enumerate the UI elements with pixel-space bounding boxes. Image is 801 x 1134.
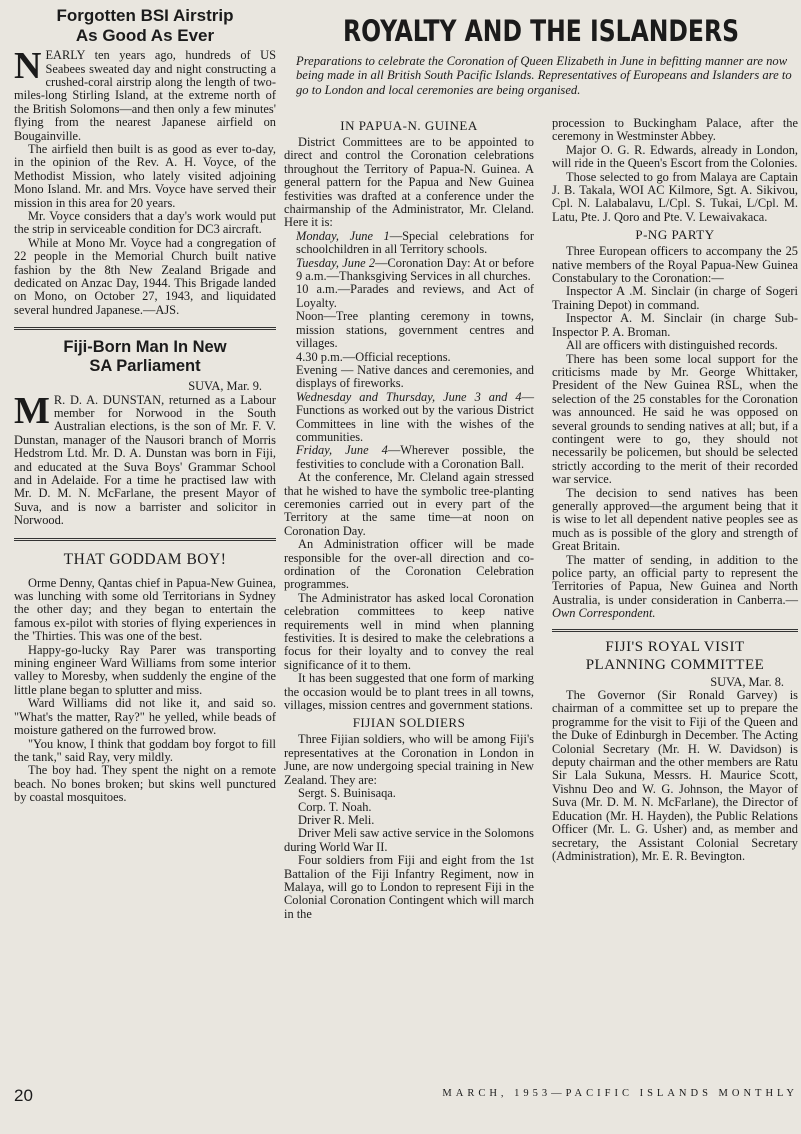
day-label: Wednesday and Thursday, June 3 and 4	[296, 389, 522, 404]
name-item: Sergt. S. Buinisaqa.	[298, 786, 396, 801]
subhead-fijian-soldiers: FIJIAN SOLDIERS	[352, 715, 466, 731]
right-column	[552, 117, 798, 863]
paragraph: The Administrator has asked local Coronation celebration committees to keep native requirements well in mind when planning festivities. It is desired to make the celebrations a focus for their loyalty and to convey the real significance of it to them.	[284, 590, 534, 672]
subhead-png-party: P-NG PARTY	[635, 227, 715, 243]
day-text: —Wherever possible, the festivities to conclude with a Coronation Ball.	[296, 443, 534, 471]
paragraph: The airfield then built is as good as ever to-day, in the opinion of the Rev. A. H. Voyce, of the Methodist Mission, who lately visited adjoining Mono Island. Mr. and Mrs. Voyce have served their mission in this area for 20 years.	[14, 141, 276, 210]
divider	[14, 327, 276, 330]
headline-airstrip-1: Forgotten BSI Airstrip	[56, 6, 234, 25]
schedule-item: 4.30 p.m.—Official receptions.	[296, 349, 451, 364]
paragraph: Major O. G. R. Edwards, already in London, will ride in the Queen's Escort from the Colonies.	[552, 142, 798, 171]
headline-goddam-boy: THAT GODDAM BOY!	[63, 550, 227, 568]
paragraph: procession to Buckingham Palace, after the ceremony in Westminster Abbey.	[552, 116, 798, 144]
paragraph: While at Mono Mr. Voyce had a congregation of 22 people in the Memorial Church built native fashion by the 8th New Zealand Brigade and dedicated on Anzac Day, 1944. This Brigade landed on Mono, on October 27, 1943, and liquidated several hundred Japanese.—AJS.	[14, 235, 276, 317]
paragraph: The decision to send natives has been generally approved—the argument being that it is wise to let all dependent native peoples see as much as is possible of the glory and strength of Great Britain.	[552, 485, 798, 554]
article-royal-visit	[552, 638, 798, 864]
drop-cap: M	[14, 389, 50, 432]
schedule-item: Noon—Tree planting ceremony in towns, mission stations, government centres and villages.	[296, 309, 534, 351]
paragraph: Mr. Voyce considers that a day's work would put the strip in serviceable condition for DC3 aircraft.	[14, 208, 276, 237]
paragraph: R. D. A. DUNSTAN, returned as a Labour member for Norwood in the South Australian elections, is the son of Mr. F. V. Dunstan, manager of the Nausori branch of Morris Hedstrom Ltd. Mr. D. A. Dunstan was born in Fiji, and educated at the Suva Boys' Grammar School and in Adelaide. For a time he practised law with Mr. D. M. N. McFarlane, the present Mayor of Suva, and is now a barrister and solicitor in Norwood.	[14, 392, 276, 528]
article-goddam-boy	[14, 551, 276, 805]
day-label: Tuesday, June 2	[296, 255, 376, 270]
paragraph: It has been suggested that one form of marking the occasion would be to plant trees in all towns, villages, mission centres and government stations.	[284, 671, 534, 713]
article-fiji-born	[14, 338, 276, 527]
day-label: Friday, June 4	[296, 443, 388, 458]
paragraph: The Governor (Sir Ronald Garvey) is chairman of a committee set up to prepare the programme for the visit to Fiji of the Queen and the Duke of Edinburgh in December. The Acting Colonial Secretary (Mr. H. W. Davidson) is deputy chairman and the other members are Ratu Sir Lala Sukuna, Messrs. H. Maurice Scott, Vishnu Deo and W. G. Johnson, the Mayor of Suva (Mr. D. M. N. McFarlane), the Director of Education (Mr. H. Hayden), the Public Relations Officer (Mr. L. G. Usher) and, as member and secretary, the Assistant Colonial Secretary (Administration), Mr. E. R. Bevington.	[552, 688, 798, 863]
paragraph: Four soldiers from Fiji and eight from the 1st Battalion of the Fiji Infantry Regiment, now in Malaya, will go to London to represent Fiji in the Colonial Coronation Contingent which will march in the	[284, 853, 534, 921]
day-text: —Coronation Day: At or before 9 a.m.—Thanksgiving Services in all churches.	[296, 255, 534, 284]
main-headline: ROYALTY AND THE ISLANDERS	[343, 14, 739, 48]
paragraph: Three Fijian soldiers, who will be among Fiji's representatives at the Coronation in London in June, are now undergoing special training in New Zealand. They are:	[284, 732, 534, 787]
main-article-header	[284, 14, 798, 97]
paragraph: Happy-go-lucky Ray Parer was transporting mining engineer Ward Williams from some interior valley to Moresby, when suddenly the engine of the little plane began to splutter and miss.	[14, 642, 276, 697]
paragraph: Driver Meli saw active service in the Solomons during World War II.	[284, 826, 534, 854]
standfirst: Preparations to celebrate the Coronation of Queen Elizabeth in June in befitting manner are now being made in all British South Pacific Islands. Representatives of Europeans and Islanders are to go to London and local ceremonies are being organised.	[296, 54, 792, 97]
headline-royal-visit-1: FIJI'S ROYAL VISIT	[605, 638, 745, 655]
paragraph: At the conference, Mr. Cleland again stressed that he wished to have the symbolic tree-planting ceremonies carried out in every part of the Territory at the same time—at noon on Coronation Day.	[284, 470, 534, 538]
subhead-papua: IN PAPUA-N. GUINEA	[340, 118, 478, 133]
divider	[552, 629, 798, 632]
paragraph: Orme Denny, Qantas chief in Papua-New Guinea, was lunching with some old Territorians in Sydney the other day; and they began to entertain the famous ex-pilot with stories of flying experiences in the 'Thirties. This was one of the best.	[14, 575, 276, 644]
paragraph: EARLY ten years ago, hundreds of US Seabees sweated day and night constructing a crushed-coral airstrip along the length of two-miles-long Stirling Island, at the extreme north of the British Solomons—and then only a few minutes' flying from the nearest Japanese airfield on Bougainville.	[14, 48, 276, 143]
paragraph: There has been some local support for the criticisms made by Mr. George Whittaker, President of the New Guinea RSL, when the selection of the 25 constables for the Coronation was announced. He said he was opposed on several grounds to sending natives at all; but, if a contingent were to go, they should not necessarily be policemen, but should be selected strictly according to the merit of their recorded war service.	[552, 351, 798, 487]
name-item: Driver R. Meli.	[298, 812, 375, 827]
byline: Own Correspondent.	[552, 606, 656, 621]
middle-column	[284, 115, 534, 921]
dateline: SUVA, Mar. 8.	[710, 674, 784, 689]
paragraph: Three European officers to accompany the 25 native members of the Royal Papua-New Guinea Constabulary to the Coronation:—	[552, 244, 798, 286]
paragraph: Ward Williams did not like it, and said so. "What's the matter, Ray?" he yelled, while beads of moisture gathered on the furrowed brow.	[14, 696, 276, 738]
paragraph: District Committees are to be appointed to direct and control the Coronation celebrations throughout the Territory of Papua-N. Guinea. A general pattern for the Papua and New Guinea festivities was drafted at a conference under the chairmanship of the Administrator, Mr. Cleland. Here it is:	[284, 135, 534, 230]
paragraph: The boy had. They spent the night on a remote beach. No bones broken; but skins well punctured by coastal mosquitoes.	[14, 763, 276, 805]
name-item: Corp. T. Noah.	[298, 799, 372, 814]
day-text: —Special celebrations for schoolchildren in all Territory schools.	[296, 228, 534, 257]
schedule-item: Evening — Native dances and ceremonies, and displays of fireworks.	[296, 362, 534, 391]
schedule-item: 10 a.m.—Parades and reviews, and Act of Loyalty.	[296, 282, 534, 310]
paragraph: All are officers with distinguished records.	[566, 338, 778, 353]
day-text: —Functions as worked out by the various District Committees in line with the wishes of the communities.	[296, 389, 534, 444]
headline-fiji-born-1: Fiji-Born Man In New	[63, 338, 227, 357]
paragraph: An Administration officer will be made responsible for the over-all direction and co-ordination of the Coronation Celebration programmes.	[284, 537, 534, 592]
headline-fiji-born-2: SA Parliament	[89, 357, 201, 376]
paragraph: Those selected to go from Malaya are Captain J. B. Takala, WOI AC Kilmore, Sgt. A. Sikivou, Cpl. N. Lalabalavu, L/Cpl. S. Tukai, L/Cpl. M. Latu, Pte. J. Qoro and Pte. V. Lewaivakaca.	[552, 169, 798, 224]
page-number: 20	[14, 1086, 33, 1105]
left-column	[14, 0, 276, 805]
headline-airstrip-2: As Good As Ever	[75, 25, 215, 45]
running-footer: MARCH, 1953—PACIFIC ISLANDS MONTHLY	[442, 1088, 798, 1099]
paragraph: Inspector A .M. Sinclair (in charge of Sogeri Training Depot) in command.	[552, 284, 798, 312]
day-label: Monday, June 1	[296, 228, 390, 243]
drop-cap: N	[14, 45, 42, 88]
dateline: SUVA, Mar. 9.	[188, 379, 262, 394]
article-airstrip	[14, 6, 276, 317]
divider	[14, 538, 276, 541]
paragraph: The matter of sending, in addition to the police party, an official party to represent the Territories of Papua, New Guinea and North Australia, is under consideration in Canberra.—	[552, 552, 798, 607]
headline-royal-visit-2: PLANNING COMMITTEE	[585, 656, 765, 673]
paragraph: "You know, I think that goddam boy forgot to fill the tank," said Ray, very mildly.	[14, 736, 276, 764]
paragraph: Inspector A. M. Sinclair (in charge Sub-Inspector P. A. Broman.	[552, 311, 798, 339]
